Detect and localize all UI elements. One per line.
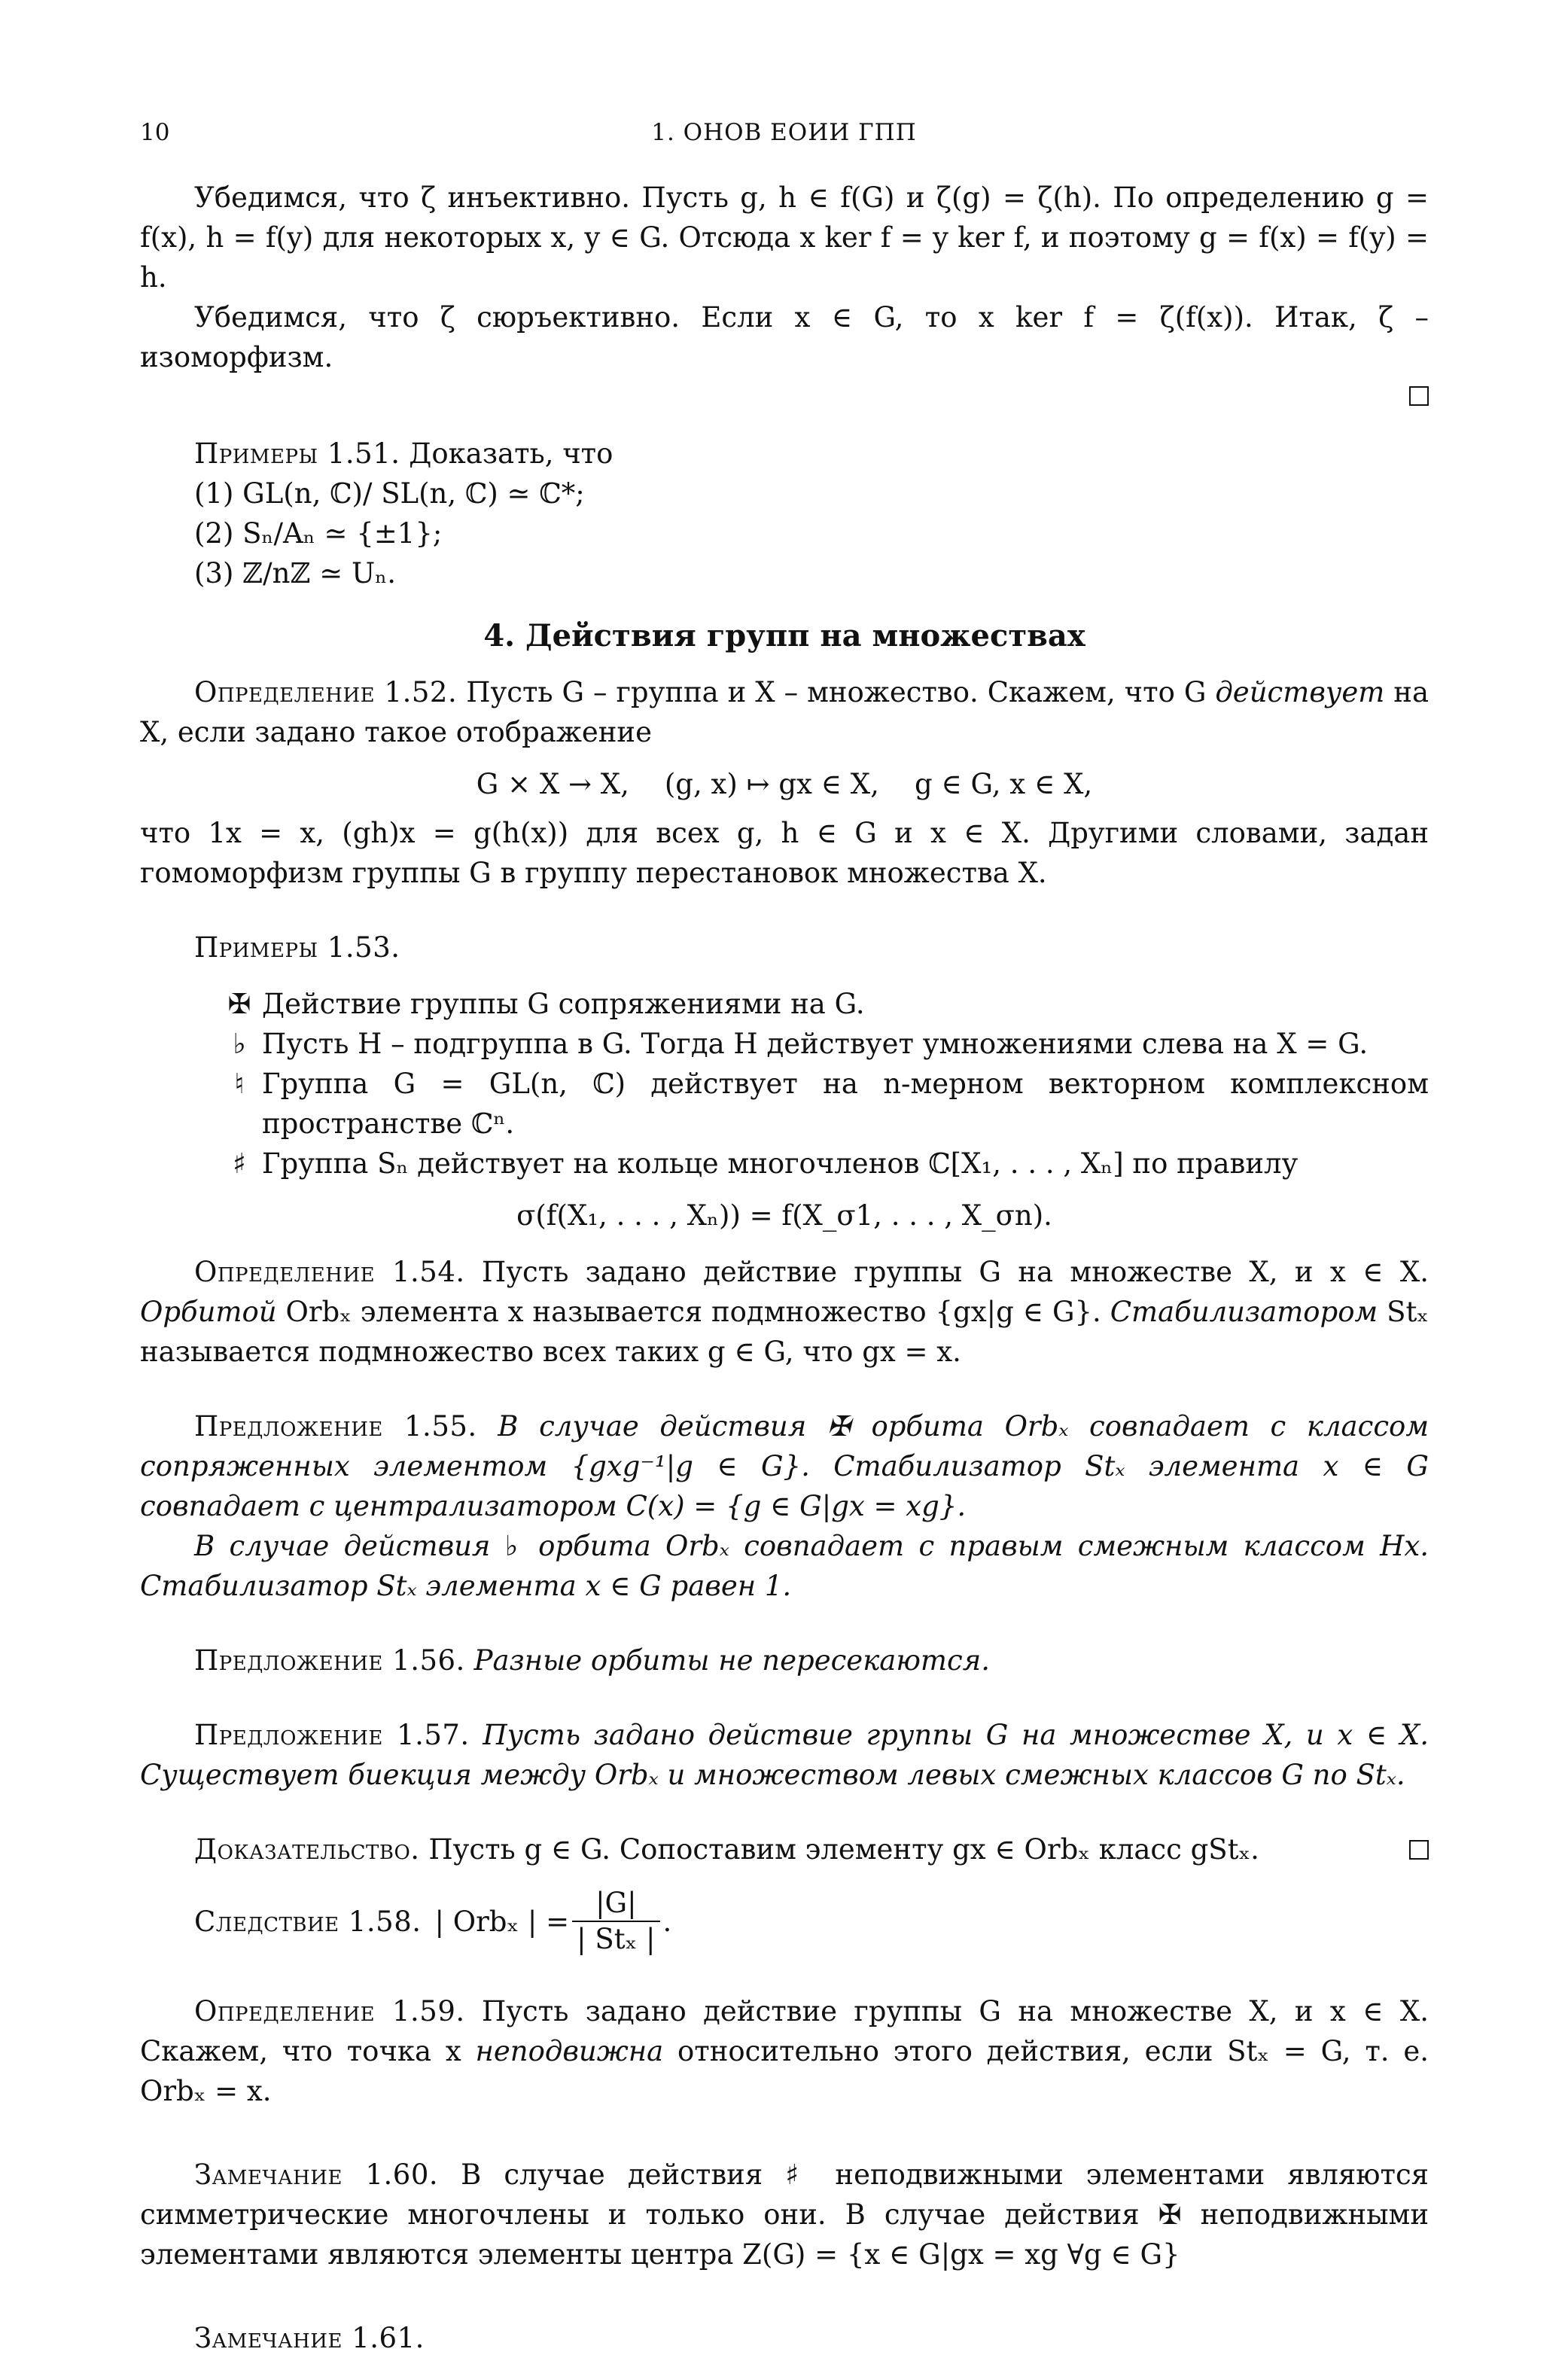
proposition-heading: Предложение 1.55. (194, 1410, 477, 1443)
page-body (140, 178, 1429, 2358)
qed-box-icon (1409, 386, 1429, 406)
list-item-text: Действие группы G сопряжениями на G. (262, 988, 865, 1020)
sharp-sign-icon: ♯ (233, 1147, 246, 1180)
proposition-1-56 (140, 1641, 1429, 1680)
display-formula: σ(f(X₁, . . . , Xₙ)) = f(X_σ1, . . . , X_σn). (516, 1199, 1052, 1232)
examples-list (140, 474, 1429, 593)
examples-1-53-heading (140, 928, 1429, 967)
section-title: 4. Действия групп на множествах (483, 618, 1085, 653)
remark-1-61 (140, 2318, 1429, 2358)
examples-text: Доказать, что (409, 437, 613, 470)
definition-term: неподвижна (475, 2035, 664, 2067)
natural-sign-icon: ♮ (234, 1068, 245, 1100)
definition-text: Пусть G – группа и X – множество. Скажем, что G (466, 676, 1216, 708)
definition-term: действует (1215, 676, 1385, 708)
list-item (223, 1024, 1429, 1064)
proof-heading: Доказательство. (194, 1833, 420, 1866)
corollary-lhs: | Orbₓ | = (434, 1905, 570, 1938)
list-item: (3) ℤ/nℤ ≃ Uₙ. (194, 557, 396, 590)
list-item-text: Пусть H – подгруппа в G. Тогда H действует умножениями слева на X = G. (262, 1028, 1369, 1060)
remark-1-60 (140, 2155, 1429, 2274)
list-item-text: Группа Sₙ действует на кольце многочленов ℂ[X₁, . . . , Xₙ] по правилу (262, 1147, 1299, 1180)
definition-text: Пусть задано действие группы G на множестве X, и x ∈ X. Скажем, что точка x (140, 1995, 1429, 2067)
fraction-denominator: | Stₓ | (577, 1923, 656, 1955)
proof-text: Пусть g ∈ G. Сопоставим элементу gx ∈ Orbₓ класс gStₓ. (428, 1833, 1259, 1866)
proposition-1-55 (140, 1406, 1429, 1526)
definition-heading: Определение 1.54. (194, 1256, 465, 1288)
proof-paragraph (140, 1829, 1429, 1869)
definition-continuation: что 1x = x, (gh)x = g(h(x)) для всех g, h ∈ G и x ∈ X. Другими словами, задан гомоморфизм группы G в группу перестановок множества X. (140, 817, 1429, 889)
definition-1-52 (140, 672, 1429, 752)
definition-text: Пусть задано действие группы G на множестве X, и x ∈ X. (482, 1256, 1429, 1288)
proposition-heading: Предложение 1.57. (194, 1719, 470, 1751)
list-item-text: Группа G = GL(n, ℂ) действует на n-мерном векторном комплексном пространстве ℂⁿ. (262, 1068, 1429, 1140)
corollary-heading: Следствие 1.58. (194, 1905, 422, 1938)
paragraph-injective: Убедимся, что ζ инъективно. Пусть g, h ∈ f(G) и ζ(g) = ζ(h). По определению g = f(x), h = f(y) для некоторых x, y ∈ G. Отсюда x ker f = y ker f, и поэтому g = f(x) = f(y) = h. (140, 181, 1429, 294)
definition-heading: Определение 1.59. (194, 1995, 465, 2027)
qed-box-icon (1409, 1840, 1429, 1860)
definition-text: Stₓ называется подмножество всех таких g ∈ G, что gx = x. (140, 1296, 1429, 1368)
fraction (572, 1886, 659, 1957)
qed-line (140, 377, 1429, 417)
corollary-tail: . (662, 1905, 672, 1938)
definition-term: Орбитой (140, 1296, 277, 1328)
definition-1-59 (140, 1991, 1429, 2111)
corollary-1-58 (140, 1886, 1429, 1957)
definition-heading: Определение 1.52. (194, 676, 458, 708)
definition-text: Orbₓ элемента x называется подмножество {gx|g ∈ G}. (276, 1296, 1110, 1328)
running-title: 1. ОНОВ ЕОИИ ГПП (651, 119, 917, 146)
definition-1-54 (140, 1252, 1429, 1372)
page-number: 10 (140, 119, 170, 146)
list-item: (1) GL(n, ℂ)/ SL(n, ℂ) ≃ ℂ*; (194, 477, 585, 510)
definition-text: относительно этого действия, если Stₓ = G, т. е. Orbₓ = x. (140, 2035, 1429, 2107)
proposition-1-55-continued: В случае действия ♭ орбита Orbₓ совпадает с правым смежным классом Hx. Стабилизатор Stₓ элемента x ∈ G равен 1. (140, 1530, 1429, 1602)
running-head (140, 113, 1428, 151)
maltese-cross-icon: ✠ (227, 988, 251, 1020)
remark-heading: Замечание 1.60. (194, 2158, 439, 2191)
list-item (223, 984, 1429, 1024)
examples-heading: Примеры 1.53. (194, 931, 400, 964)
proposition-text: Разные орбиты не пересекаются. (473, 1644, 990, 1677)
examples-heading: Примеры 1.51. (194, 437, 400, 470)
fraction-numerator: |G| (572, 1886, 659, 1922)
proposition-heading: Предложение 1.56. (194, 1644, 465, 1677)
list-item (223, 1064, 1429, 1144)
proof (140, 1829, 1429, 1869)
paragraph-surjective: Убедимся, что ζ сюръективно. Если x ∈ G, то x ker f = ζ(f(x)). Итак, ζ – изоморфизм. (140, 301, 1429, 373)
definition-term: Стабилизатором (1110, 1296, 1378, 1328)
examples-1-51 (140, 434, 1429, 474)
list-item: (2) Sₙ/Aₙ ≃ {±1}; (194, 517, 443, 550)
display-formula: G × X → X, (g, x) ↦ gx ∈ X, g ∈ G, x ∈ X, (476, 768, 1093, 800)
action-examples (140, 984, 1429, 1184)
definition-text: на X, если задано такое отображение (140, 676, 1429, 748)
remark-text: В случае действия ♯ неподвижными элементами являются симметрические многочлены и только они. В случае действия ✠ неподвижными элементами являются элементы центра Z(G) = {x ∈ G|gx = xg ∀g ∈ G} (140, 2158, 1429, 2271)
flat-sign-icon: ♭ (233, 1028, 246, 1060)
proposition-1-57 (140, 1715, 1429, 1795)
proposition-text: Пусть задано действие группы G на множестве X, и x ∈ X. Существует биекция между Orbₓ и множеством левых смежных классов G по Stₓ. (140, 1719, 1429, 1791)
remark-heading: Замечание 1.61. (194, 2322, 425, 2354)
proposition-text: В случае действия ✠ орбита Orbₓ совпадает с классом сопряженных элементом {gxg⁻¹|g ∈ G}. Стабилизатор Stₓ элемента x ∈ G совпадает с централизатором C(x) = {g ∈ G|gx = xg}. (140, 1410, 1429, 1522)
list-item (223, 1144, 1429, 1184)
